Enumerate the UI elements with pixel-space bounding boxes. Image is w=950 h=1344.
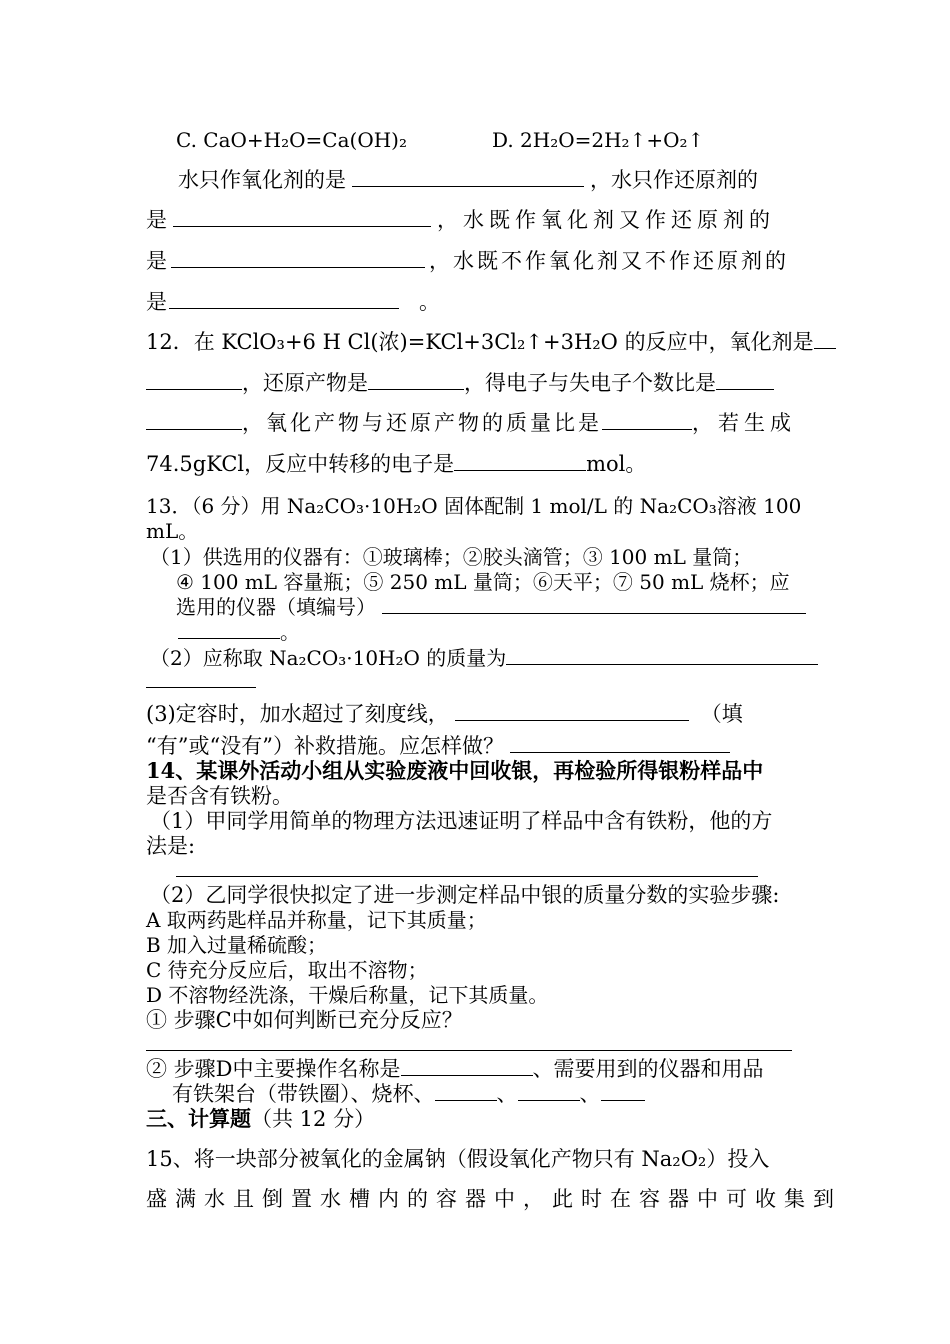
q11-text: ，水只作还原剂的 — [590, 168, 758, 192]
q14-title-2: 是否含有铁粉。 — [146, 784, 293, 808]
answer-blank[interactable] — [401, 1056, 533, 1076]
q12-text: ，若生成 — [692, 411, 796, 435]
answer-blank[interactable] — [601, 1081, 645, 1101]
q12-text: 12．在 KClO₃+6 H Cl(浓)=KCl+3Cl₂↑+3H₂O 的反应中，氧化剂是 — [146, 330, 814, 354]
q14-part-2: （2）乙同学很快拟定了进一步测定样品中银的质量分数的实验步骤: — [150, 883, 780, 907]
q14-part-1b: 法是: — [146, 834, 196, 858]
q11-text: ，水既不作氧化剂又不作还原剂的 — [429, 249, 789, 273]
q11-text: 。 — [419, 290, 440, 314]
q14-step-d: D 不溶物经洗涤，干燥后称量，记下其质量。 — [146, 983, 549, 1007]
q13-text: (3)定容时，加水超过了刻度线， — [146, 702, 449, 726]
answer-blank[interactable] — [368, 370, 464, 390]
q13-part-1d — [178, 619, 300, 645]
q14-text: ② 步骤D中主要操作名称是 — [146, 1057, 401, 1081]
section-score: （共 12 分） — [251, 1107, 376, 1131]
q12-text: ，氧化产物与还原产物的质量比是 — [242, 411, 602, 435]
answer-blank[interactable] — [173, 207, 431, 227]
q11-line-3 — [146, 248, 789, 274]
answer-blank[interactable] — [518, 1081, 580, 1101]
q14-step-a: A 取两药匙样品并称量，记下其质量； — [146, 908, 487, 932]
answer-blank[interactable] — [506, 645, 818, 665]
q13-line-1b: mL。 — [146, 519, 199, 543]
answer-blank[interactable] — [510, 733, 730, 753]
q12-text: 74.5gKCl，反应中转移的电子是 — [146, 452, 455, 476]
q11-line-1 — [178, 167, 758, 193]
q14-step-b: B 加入过量稀硫酸； — [146, 933, 328, 957]
q12-line-3 — [146, 410, 796, 436]
q12-text: ，得电子与失电子个数比是 — [464, 371, 716, 395]
q14-text: 有铁架台（带铁圈）、烧杯、 — [172, 1082, 435, 1106]
answer-blank[interactable] — [352, 167, 584, 187]
answer-blank[interactable] — [716, 370, 774, 390]
q11-text: 是 — [146, 208, 167, 232]
q12-text: ，还原产物是 — [242, 371, 368, 395]
q14-text: 、需要用到的仪器和用品 — [532, 1057, 764, 1081]
q11-line-2 — [146, 207, 775, 233]
answer-blank[interactable] — [171, 248, 425, 268]
q13-part-1b: ④ 100 mL 容量瓶；⑤ 250 mL 量筒；⑥天平；⑦ 50 mL 烧杯；应 — [176, 570, 790, 594]
answer-blank[interactable] — [814, 329, 836, 349]
answer-blank[interactable] — [602, 410, 692, 430]
answer-blank[interactable] — [382, 594, 806, 614]
answer-line[interactable] — [176, 876, 758, 877]
q11-text: 是 — [146, 249, 167, 273]
q13-line-1: 13．（6 分）用 Na₂CO₃·10H₂O 固体配制 1 mol/L 的 Na₂CO₃溶液 100 — [146, 494, 802, 518]
q13-text: （填 — [700, 702, 743, 726]
q14-part-1a: （1）甲同学用简单的物理方法迅速证明了样品中含有铁粉，他的方 — [150, 809, 773, 833]
answer-blank[interactable] — [455, 701, 689, 721]
q11-text: 水只作氧化剂的是 — [178, 168, 346, 192]
q11-option-c: C. CaO+H₂O=Ca(OH)₂ — [176, 128, 407, 152]
q14-sub-2b: 有铁架台（带铁圈）、烧杯、 、 、 — [172, 1081, 645, 1107]
q11-option-d: D. 2H₂O=2H₂↑+O₂↑ — [492, 128, 705, 152]
q11-text: 是 — [146, 290, 167, 314]
q13-text: （2）应称取 Na₂CO₃·10H₂O 的质量为 — [150, 646, 507, 670]
q12-line-4 — [146, 451, 646, 477]
q13-part-3c — [146, 733, 730, 759]
q13-part-2 — [150, 645, 818, 671]
q13-part-1a: （1）供选用的仪器有：①玻璃棒；②胶头滴管；③ 100 mL 量筒； — [150, 545, 753, 569]
answer-blank[interactable] — [169, 289, 399, 309]
answer-blank[interactable] — [435, 1081, 497, 1101]
answer-blank[interactable] — [178, 619, 280, 639]
q14-step-c: C 待充分反应后，取出不溶物； — [146, 958, 428, 982]
q15-line-1: 15、将一块部分被氧化的金属钠（假设氧化产物只有 Na₂O₂）投入 — [146, 1147, 770, 1171]
q13-text: 选用的仪器（填编号） — [176, 595, 376, 619]
q12-text: mol。 — [586, 452, 647, 476]
q11-text: ，水既作氧化剂又作还原剂的 — [437, 208, 775, 232]
q12-line-1 — [146, 329, 836, 355]
q13-part-1c — [176, 594, 806, 620]
answer-line[interactable] — [146, 687, 256, 688]
q13-text: 。 — [280, 620, 300, 644]
q14-title: 14、某课外活动小组从实验废液中回收银，再检验所得银粉样品中 — [146, 758, 764, 783]
q11-line-4 — [146, 289, 440, 315]
q14-sub-2 — [146, 1056, 764, 1082]
q14-sub-1: ① 步骤C中如何判断已充分反应？ — [146, 1008, 463, 1032]
answer-line[interactable] — [146, 1050, 792, 1051]
answer-blank[interactable] — [454, 451, 586, 471]
section-title: 三、计算题 — [146, 1106, 251, 1131]
answer-blank[interactable] — [146, 370, 242, 390]
section-3-heading — [146, 1106, 375, 1132]
q12-line-2 — [146, 370, 774, 396]
answer-blank[interactable] — [146, 410, 242, 430]
q13-part-3a — [146, 701, 743, 727]
q15-line-2: 盛满水且倒置水槽内的容器中，此时在容器中可收集到 — [146, 1187, 842, 1211]
q13-text: “有”或“没有”）补救措施。应怎样做？ — [146, 734, 504, 758]
